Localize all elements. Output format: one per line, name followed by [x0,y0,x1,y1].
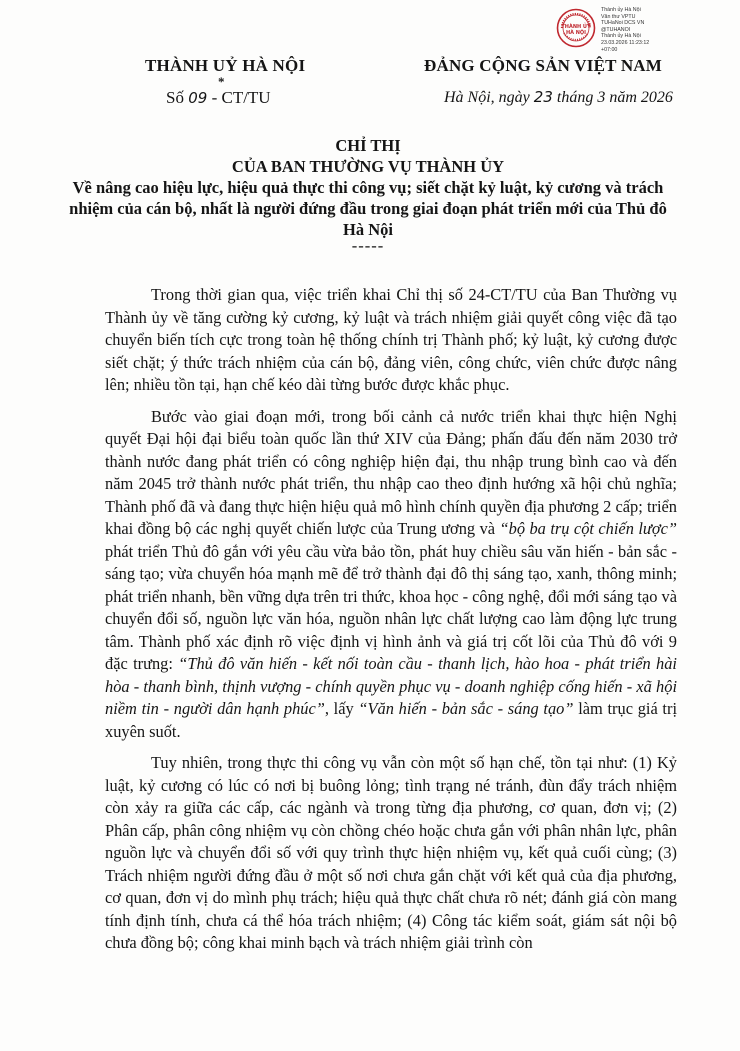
document-number [166,88,271,108]
stamp-seal-icon [556,8,596,48]
doc-no-suffix: - CT/TU [211,88,271,107]
p2-text: Bước vào giai đoạn mới, trong bối cảnh cả nước triển khai thực hiện Nghị quyết Đại hội đại biểu toàn quốc lần thứ XIV của Đảng; phấn đấu đến năm 2030 trở thành nước đang phát triển có công nghiệp hiện đại, thu nhập trung bình cao và đến năm 2045 trở thành nước phát triển, thu nhập cao theo định hướng xã hội chủ nghĩa; Thành phố đã và đang thực hiện hiệu quả mô hình chính quyền địa phương 2 cấp; triển khai đồng bộ các nghị quyết chiến lược của Trung ương và [105,406,677,538]
sig-line: TUHaNoi DCS VN [601,20,645,27]
p2-quote-traits: “Thủ đô văn hiến - kết nối toàn cầu - thanh lịch, hào hoa - phát triển hài hòa - thanh bình, thịnh vượng - chính quyền phục vụ - doanh nghiệp cống hiến - xã hội niềm tin - người dân hạnh phúc” [105,654,677,718]
sig-line: +07:00 [601,46,618,53]
p2-text: , lấy [324,699,354,718]
p2-text: làm trục giá trị xuyên suốt. [105,699,677,741]
issuing-organization: THÀNH UỶ HÀ NỘI [145,56,306,75]
star-mark: * [218,74,225,89]
title-line-1: CHỈ THỊ [335,136,401,155]
stamp-line-1: THÀNH ỦY [561,24,591,30]
paragraph-2 [105,406,677,744]
p2-text: phát triển Thủ đô gắn với yêu cầu vừa bảo tồn, phát huy chiều sâu văn hiến - bản sắc - sáng tạo; vừa chuyển hóa mạnh mẽ để trở thành đại đô thị sáng tạo, xanh, thông minh; phát triển nhanh, bền vững dựa trên tri thức, khoa học - công nghệ, đổi mới sáng tạo và chuyển đổi số, nguồn lực văn hóa, nguồn nhân lực chất lượng cao làm động lực trung tâm. Thành phố xác định rõ việc định vị hình ảnh và giá trị cốt lõi của Thủ đô với 9 đặc trưng: [105,541,677,673]
document-body [105,284,677,964]
sig-line: Thành ủy Hà Nội [601,33,641,40]
sig-line: 23.03.2026 11:23:12 [601,39,650,46]
title-subject: Về nâng cao hiệu lực, hiệu quả thực thi công vụ; siết chặt kỷ luật, kỷ cương và trách nhiệm của cán bộ, nhất là người đứng đầu trong giai đoạn phát triển mới của Thủ đô Hà Nội [69,178,667,239]
party-name: ĐẢNG CỘNG SẢN VIỆT NAM [424,56,663,75]
sig-line: @TUHANOI [601,26,631,33]
date-suffix: tháng 3 năm 2026 [556,89,673,106]
sig-line: Thành ủy Hà Nội [601,7,641,13]
date-prefix: Hà Nội, ngày [444,89,530,106]
paragraph-1: Trong thời gian qua, việc triển khai Chỉ thị số 24-CT/TU của Ban Thường vụ Thành ủy về tăng cường kỷ cương, kỷ luật và trách nhiệm giải quyết công việc đã tạo chuyển biến tích cực trong toàn hệ thống chính trị Thành phố; kỷ luật, kỷ cương được siết chặt; ý thức trách nhiệm của cán bộ, đảng viên, công chức, viên chức được nâng lên; nhiều tồn tại, hạn chế kéo dài từng bước được khắc phục. [105,285,677,394]
digital-signature-info [601,7,737,53]
document-title [60,135,676,255]
doc-no-prefix: Số [166,88,184,107]
paragraph-3: Tuy nhiên, trong thực thi công vụ vẫn còn một số hạn chế, tồn tại như: (1) Kỷ luật, kỷ cương có lúc có nơi bị buông lỏng; tình trạng né tránh, đùn đẩy trách nhiệm còn xảy ra giữa các cấp, các ngành và trong từng địa phương, cơ quan, đơn vị; (2) Phân cấp, phân công nhiệm vụ còn chồng chéo hoặc chưa gắn với phân nhân lực, phân nguồn lực và chuyển đổi số với quy trình thực hiện nhiệm vụ, kết quả cuối cùng; (3) Trách nhiệm người đứng đầu ở một số nơi chưa gắn chặt với kết quả của địa phương, cơ quan, đơn vị do mình phụ trách; hiệu quả thực chất chưa rõ nét; đánh giá còn mang tính định tính, chưa cá thể hóa trách nhiệm; (4) Công tác kiểm soát, giám sát nội bộ chưa đồng bộ; công khai minh bạch và trách nhiệm giải trình còn [105,753,677,952]
date-day-handwritten: 23 [533,88,553,106]
p2-quote-pillars: “bộ ba trụ cột chiến lược” [499,519,677,538]
title-divider: ----- [351,236,385,255]
date-line [444,88,673,107]
p2-quote-axis: “Văn hiến - bản sắc - sáng tạo” [358,699,574,718]
sig-line: Văn thư VPTU [601,13,636,20]
doc-no-handwritten: 09 [188,89,208,107]
stamp-line-2: HÀ NỘI [565,30,587,36]
title-line-2: CỦA BAN THƯỜNG VỤ THÀNH ỦY [231,157,505,176]
